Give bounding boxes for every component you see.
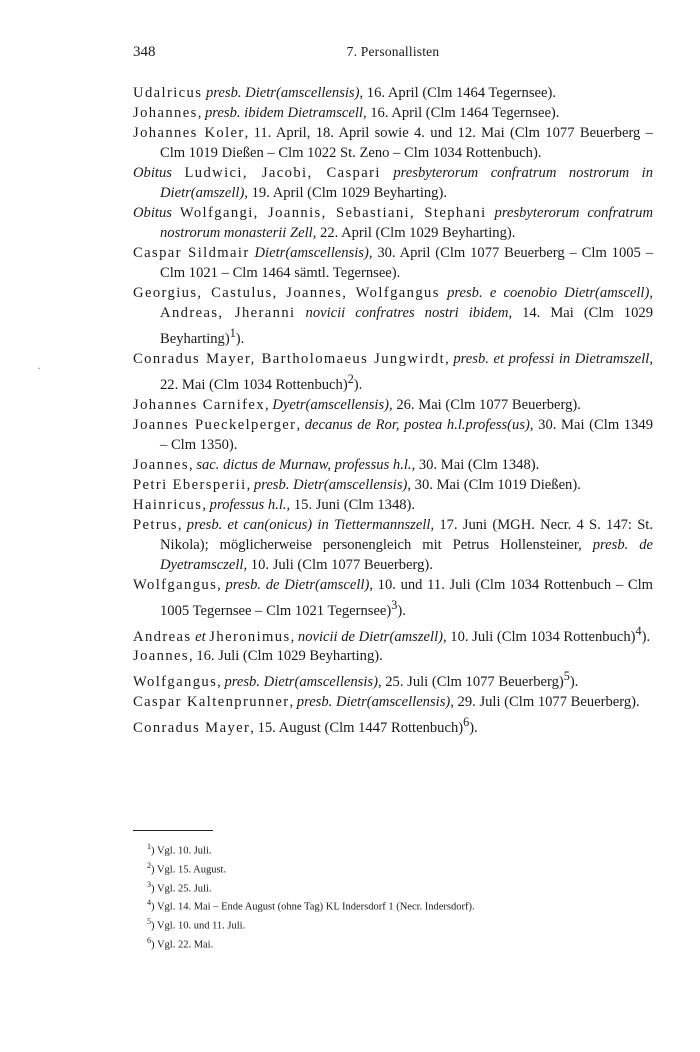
entry-text [381,165,394,181]
necrology-entry [133,666,653,692]
footnote-reference: 2 [347,371,354,386]
footnote-text: Vgl. 22. Mai. [156,939,214,951]
entry-text: , 26. Mai (Clm 1077 Beuerberg). [389,396,581,413]
footnote-text: Vgl. 14. Mai – Ende August (ohne Tag) KL Indersdorf 1 (Necr. Indersdorf). [156,901,475,913]
entry-text: , 16. Juli (Clm 1029 Beyharting). [189,648,383,665]
footnote-paren: ) [151,920,157,932]
person-name: Andreas [133,628,192,645]
footnote-reference: 6 [463,715,470,730]
footnote-mark: 5 [147,917,151,927]
margin-dot: · [37,361,41,375]
entry-text [172,205,180,221]
necrology-entry [133,515,653,575]
person-name: Wolfgangi, Joannis, Sebastiani, Stephani [179,205,487,221]
footnote [147,934,647,953]
footnote-paren: ) [151,883,157,895]
footnote-paren: ) [151,845,157,857]
person-name: Andreas, Jheranni [160,305,296,321]
person-name: Ludwici, Jacobi, Caspari [184,165,381,181]
running-title: 7. Personallisten [346,44,440,59]
entry-text: , 29. Juli (Clm 1077 Beuerberg). [450,694,640,711]
latin-text: sac. dictus de Murnaw, professus h.l. [196,456,412,473]
entry-text: ). [353,376,363,393]
entry-text: , [177,516,187,533]
latin-text: decanus de Ror, postea h.l.profess(us) [304,416,530,433]
necrology-entry [133,283,653,349]
latin-text: presb. et can(onicus) in Tiettermannszell [186,516,431,533]
footnote-text: Vgl. 15. August. [156,864,227,876]
entry-text: , [189,456,197,473]
latin-text: novicii de Dietr(amszell) [297,628,443,645]
entry-text [172,165,185,181]
footnote-paren: ) [151,939,157,951]
latin-text: presbyterorum confratrum nostrorum monasterii Zell [160,205,653,241]
footnote-text: Vgl. 10. und 11. Juli. [156,920,246,932]
entry-text: , 14. Mai (Clm 1029 Beyharting) [160,305,653,347]
necrology-entry [133,395,653,415]
latin-text: presb. ibidem Dietramscell [205,105,363,121]
entry-text: , [265,396,273,413]
entry-text: ). [397,602,406,619]
latin-text: presb. Dietr(amscellensis) [206,85,360,101]
entry-text: , 30. Mai (Clm 1349 – Clm 1350). [160,416,653,453]
person-name: Hainricus [133,496,203,513]
entry-text: , 11. April, 18. April sowie 4. und 12. Mai (Clm 1077 Beuerberg – Clm 1019 Dießen – Clm 1022 St. Zeno – Clm 1034 Rottenbuch). [160,125,653,161]
latin-text: presb. de Dietr(amscell) [225,576,370,593]
entry-text [296,305,306,321]
necrology-entry [133,415,653,455]
footnote-mark: 4 [147,898,151,908]
necrology-entry [133,123,653,163]
latin-text: Obitus [133,205,172,221]
latin-text: presb. Dietr(amscellensis) [296,694,451,711]
necrology-entry [133,83,653,103]
entry-text: , 10. und 11. Juli (Clm 1034 Rottenbuch – Clm 1005 Tegernsee – Clm 1021 Tegernsee) [160,576,653,619]
necrology-entry [133,692,653,712]
necrology-entry [133,243,653,283]
person-name: Johannes Carnifex [133,396,266,413]
latin-text: presbyterorum confratrum nostrorum in Dietr(amszell) [160,165,654,201]
latin-text: et [195,628,206,645]
person-name: Caspar Sildmair [133,245,250,261]
footnote-mark: 1 [147,842,151,851]
necrology-entry [133,455,653,475]
footnote-reference: 1 [229,326,236,340]
latin-text: Obitus [133,165,172,181]
person-name: Johannes Koler [133,125,245,141]
entry-text: , 25. Juli (Clm 1077 Beuerberg) [377,674,564,691]
entry-text: , 30. Mai (Clm 1348). [411,456,540,473]
entry-text: , 10. Juli (Clm 1034 Rottenbuch) [442,628,636,645]
footnote-mark: 2 [147,860,151,870]
person-name: Conradus Mayer, Bartholomaeus Jungwirdt [133,350,446,367]
footnote-mark: 3 [147,879,151,889]
latin-text: Dietr(amscellensis) [254,245,369,261]
latin-text: presb. et professi in Dietramszell [453,350,650,367]
entry-text [487,205,495,221]
footnote-reference: 4 [635,623,642,638]
entry-text: , [290,628,298,645]
necrology-entry [133,103,653,123]
entry-text: , [246,476,254,493]
person-name: Petrus [133,516,178,533]
footnote-text: Vgl. 25. Juli. [156,883,212,895]
entry-text [440,285,447,301]
entry-text: ). [569,674,579,691]
necrology-entry-list [133,83,653,738]
entry-text: , [202,496,210,513]
entry-text: , 16. April (Clm 1464 Tegernsee). [359,85,556,101]
person-name: Joannes [133,648,190,665]
latin-text: presb. e coenobio Dietr(amscell) [447,285,650,301]
latin-text: presb. Dietr(amscellensis) [224,674,378,691]
entry-text: , [197,105,205,121]
latin-text: Dyetr(amscellensis) [272,396,390,413]
footnote [147,896,647,915]
person-name: Conradus Mayer [133,720,251,737]
entry-text: , 22. April (Clm 1029 Beyharting). [312,225,516,241]
entry-text: , [289,694,297,711]
footnote-reference: 3 [391,597,398,612]
footnote-text: Vgl. 10. Juli. [156,845,212,857]
latin-text: presb. de Dyetramsczell [160,536,653,573]
latin-text: presb. Dietr(amscellensis) [253,476,408,493]
person-name: Petri Ebersperii [133,476,247,493]
entry-text: , 22. Mai (Clm 1034 Rottenbuch) [160,350,654,393]
necrology-entry [133,575,653,621]
person-name: Jheronimus [209,628,291,645]
necrology-entry [133,349,653,395]
entry-text: , [217,674,225,691]
entry-text: , [296,416,305,433]
entry-text: ). [469,720,478,737]
footnote [147,859,647,878]
entry-text: , 15. August (Clm 1447 Rottenbuch) [250,720,464,737]
entry-text: , 30. April (Clm 1077 Beuerberg – Clm 1005 – Clm 1021 – Clm 1464 sämtl. Tegernsee). [160,245,653,281]
footnote-rule [133,830,213,831]
footnote-paren: ) [151,864,157,876]
entry-text: ). [235,330,245,347]
entry-text: , 17. Juni (MGH. Necr. 4 S. 147: St. Nikola); möglicherweise personengleich mit Petrus Hollensteiner, [160,516,654,553]
entry-text: , [649,285,653,301]
footnote [147,915,647,934]
person-name: Joannes Pueckelperger [133,416,297,433]
entry-text: ). [641,628,651,645]
person-name: Georgius, Castulus, Joannes, Wolfgangus [133,285,440,301]
entry-text: , 19. April (Clm 1029 Beyharting). [244,185,447,201]
latin-text: novicii confratres nostri ibidem [305,305,509,321]
page-header [133,44,653,64]
entry-text: , [217,576,226,593]
necrology-entry [133,475,653,495]
entry-text: , 15. Juni (Clm 1348). [286,496,416,513]
footnote-paren: ) [151,901,157,913]
necrology-entry [133,203,653,243]
footnote [147,878,647,897]
necrology-entry [133,712,653,738]
person-name: Johannes [133,105,198,121]
person-name: Caspar Kaltenprunner [133,694,290,711]
entry-text: , 16. April (Clm 1464 Tegernsee). [362,105,560,121]
footnote [147,840,647,859]
page-number: 348 [133,44,156,60]
entry-text: , 30. Mai (Clm 1019 Dießen). [407,476,581,493]
person-name: Udalricus [133,85,203,101]
footnote-list [147,840,647,953]
person-name: Wolfgangus [133,576,218,593]
footnote-mark: 6 [147,935,151,945]
person-name: Joannes [133,456,190,473]
person-name: Wolfgangus [133,674,218,691]
footnote-reference: 5 [563,669,570,684]
necrology-entry [133,495,653,515]
entry-text: , 10. Juli (Clm 1077 Beuerberg). [243,556,433,573]
latin-text: professus h.l. [209,496,287,513]
necrology-entry [133,621,653,647]
entry-text: , [445,350,454,367]
necrology-entry [133,646,653,666]
necrology-entry [133,163,653,203]
